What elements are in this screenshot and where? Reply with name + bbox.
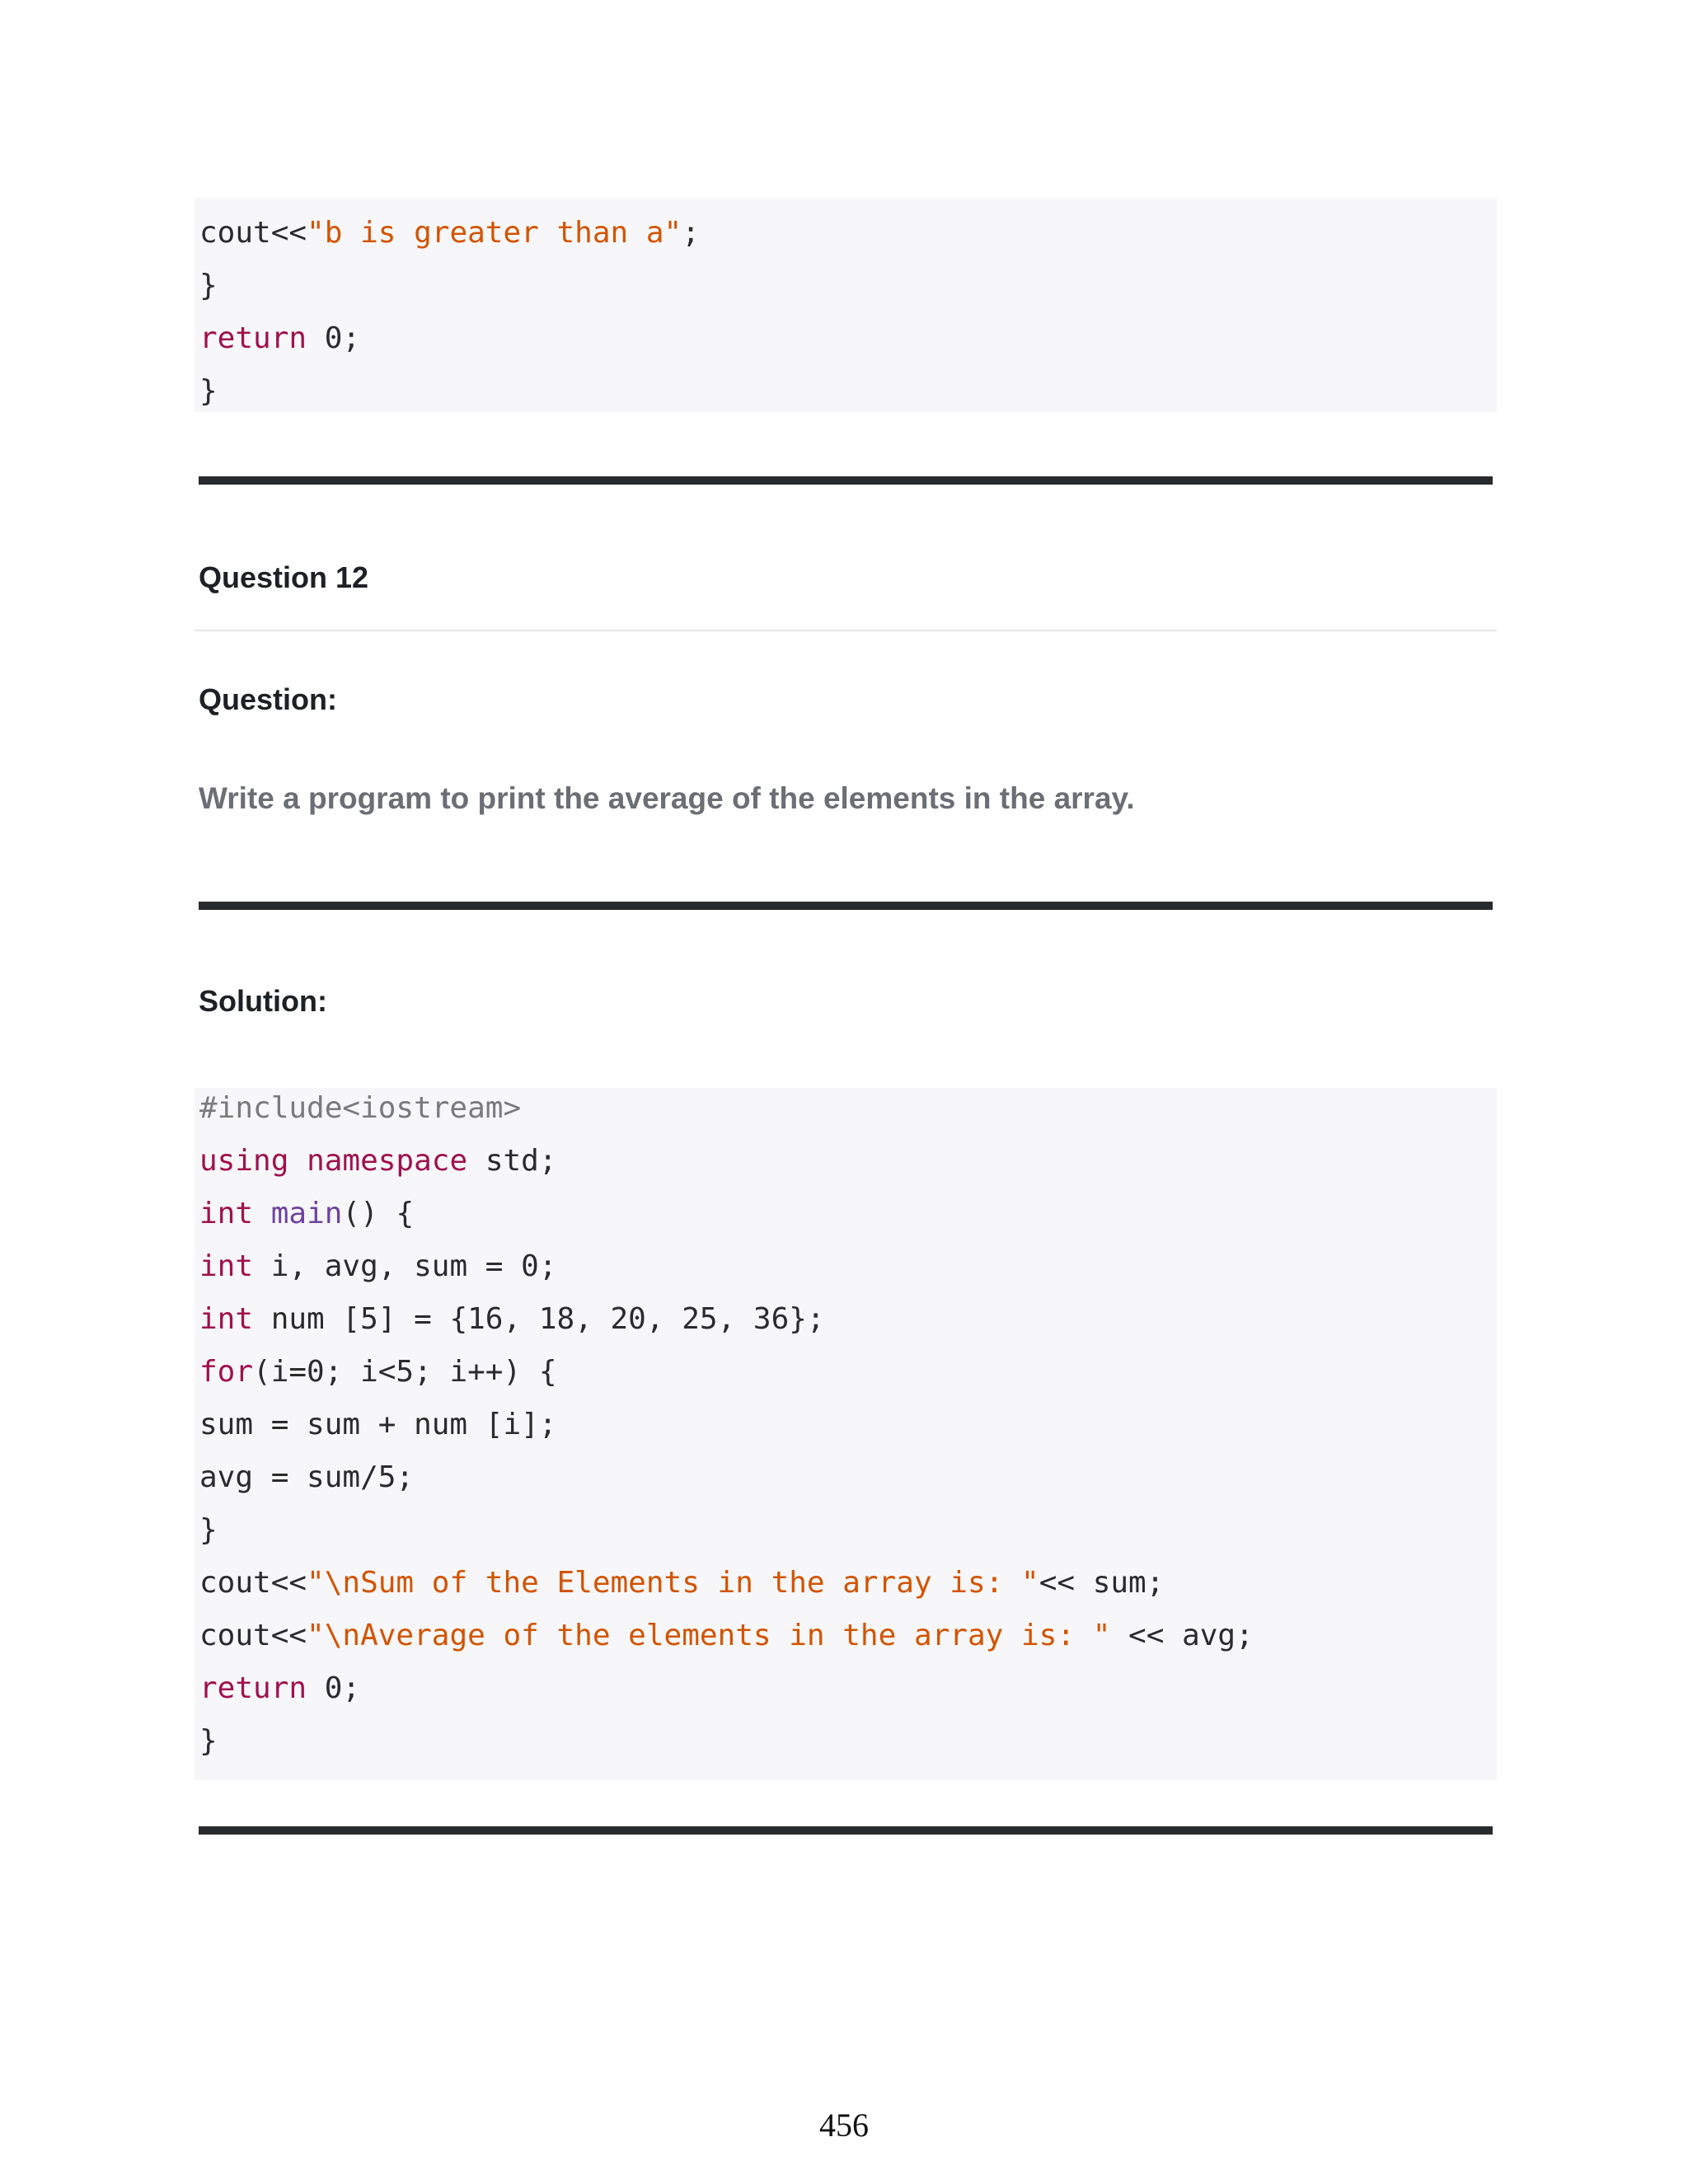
code-token bbox=[253, 1197, 271, 1230]
code-keyword: using bbox=[199, 1144, 289, 1178]
code-line: #include<iostream> bbox=[199, 1091, 522, 1125]
heading-underline bbox=[195, 630, 1497, 631]
code-token: 0; bbox=[307, 321, 361, 355]
code-string: "\nAverage of the elements in the array is: " bbox=[307, 1619, 1111, 1652]
code-keyword: namespace bbox=[307, 1144, 468, 1178]
code-string: "\nSum of the Elements in the array is: " bbox=[307, 1566, 1039, 1600]
code-line bbox=[199, 1193, 414, 1235]
code-string: "b is greater than a" bbox=[307, 216, 682, 250]
code-line bbox=[199, 213, 700, 254]
code-line: } bbox=[199, 374, 218, 408]
section-divider bbox=[199, 902, 1493, 910]
solution-label: Solution: bbox=[199, 984, 327, 1018]
code-token: cout<< bbox=[199, 1566, 307, 1600]
question-label: Question: bbox=[199, 682, 337, 716]
code-line bbox=[199, 318, 360, 359]
code-token: (i=0; i<5; i++) { bbox=[253, 1355, 557, 1389]
code-token: 0; bbox=[307, 1671, 361, 1705]
code-line bbox=[199, 1352, 557, 1393]
section-divider bbox=[199, 1826, 1493, 1835]
code-token: () { bbox=[342, 1197, 415, 1230]
code-keyword: int bbox=[199, 1302, 254, 1336]
code-line: } bbox=[199, 1724, 218, 1758]
code-line bbox=[199, 1563, 1164, 1604]
code-token: cout<< bbox=[199, 216, 307, 250]
page-number: 456 bbox=[819, 2107, 869, 2144]
code-block-previous bbox=[195, 198, 1497, 412]
code-token: num [5] = {16, 18, 20, 25, 36}; bbox=[253, 1302, 825, 1336]
code-line bbox=[199, 1615, 1254, 1657]
code-line bbox=[199, 1141, 557, 1182]
code-line bbox=[199, 1299, 825, 1340]
code-token: cout<< bbox=[199, 1619, 307, 1652]
code-line: sum = sum + num [i]; bbox=[199, 1408, 557, 1441]
code-token: << avg; bbox=[1110, 1619, 1254, 1652]
code-line: } bbox=[199, 1513, 218, 1547]
code-token: << sum; bbox=[1039, 1566, 1165, 1600]
code-line: } bbox=[199, 269, 218, 302]
code-token: ; bbox=[682, 216, 700, 250]
code-token: std; bbox=[467, 1144, 557, 1178]
code-keyword: return bbox=[199, 321, 307, 355]
code-keyword: int bbox=[199, 1197, 254, 1230]
code-block-solution bbox=[195, 1088, 1497, 1780]
code-token: i, avg, sum = 0; bbox=[253, 1249, 557, 1283]
code-keyword: return bbox=[199, 1671, 307, 1705]
code-keyword: for bbox=[199, 1355, 254, 1389]
section-divider bbox=[199, 476, 1493, 485]
code-keyword: int bbox=[199, 1249, 254, 1283]
code-token bbox=[288, 1144, 307, 1178]
code-function: main bbox=[270, 1197, 343, 1230]
question-text: Write a program to print the average of the elements in the array. bbox=[199, 781, 1135, 815]
code-line bbox=[199, 1246, 557, 1287]
code-line: avg = sum/5; bbox=[199, 1460, 415, 1494]
code-line bbox=[199, 1668, 360, 1709]
question-number-heading: Question 12 bbox=[199, 560, 369, 594]
